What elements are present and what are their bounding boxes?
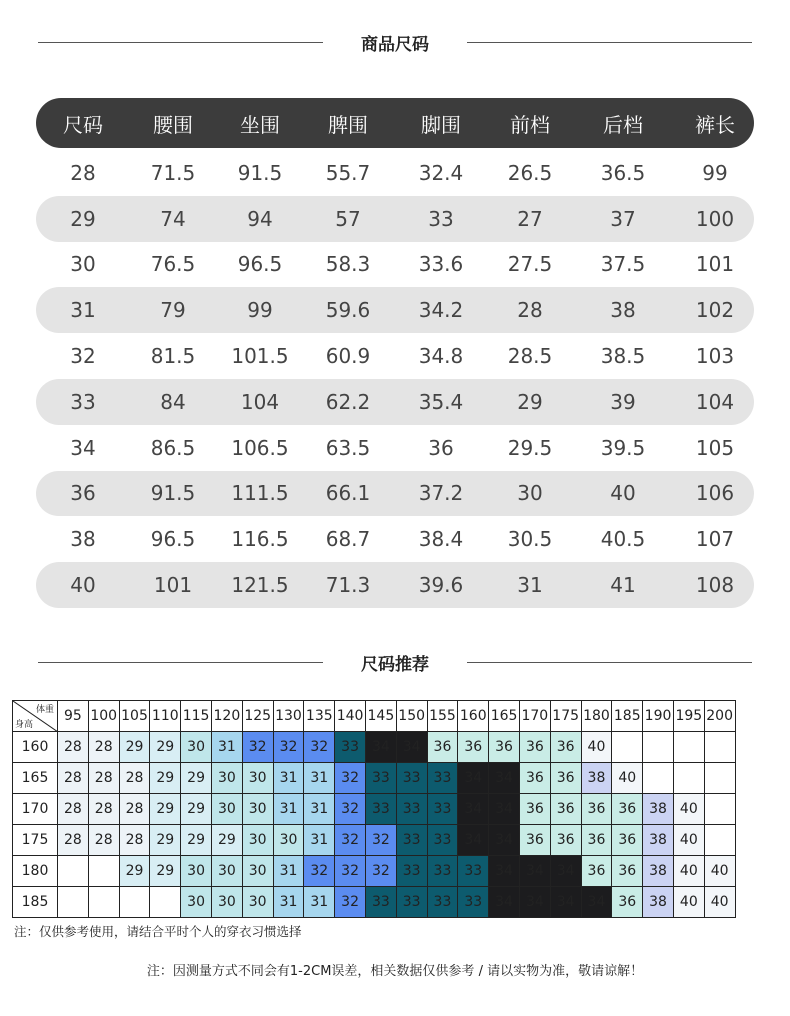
table-row <box>13 856 736 887</box>
size-cell: 99 <box>247 298 273 323</box>
weight-header-cell: 190 <box>643 701 674 732</box>
table-row <box>13 732 736 763</box>
size-cell: 106 <box>695 481 735 506</box>
weight-header-cell: 155 <box>427 701 458 732</box>
recommend-cell: 36 <box>427 732 458 763</box>
recommend-section-title <box>0 650 790 675</box>
weight-header-cell: 160 <box>458 701 489 732</box>
size-cell: 39 <box>610 389 636 414</box>
recommend-cell: 38 <box>643 856 674 887</box>
height-header-cell: 185 <box>13 887 58 918</box>
recommend-cell: 32 <box>365 856 396 887</box>
recommend-cell: 36 <box>612 825 643 856</box>
recommend-cell: 33 <box>458 856 489 887</box>
size-cell: 101.5 <box>231 344 289 369</box>
recommend-cell: 34 <box>519 887 550 918</box>
weight-header-cell: 135 <box>304 701 335 732</box>
size-cell: 91.5 <box>237 160 283 185</box>
size-cell: 32.4 <box>418 160 464 185</box>
recommend-cell <box>673 763 704 794</box>
recommend-cell: 36 <box>458 732 489 763</box>
size-cell: 33.6 <box>418 252 464 277</box>
recommend-cell: 40 <box>673 825 704 856</box>
size-cell: 62.2 <box>325 389 371 414</box>
recommend-cell: 29 <box>119 856 150 887</box>
recommend-cell: 36 <box>581 825 612 856</box>
title-divider-right <box>467 662 752 663</box>
recommend-cell <box>88 887 119 918</box>
recommend-cell <box>704 794 735 825</box>
recommend-cell: 38 <box>581 763 612 794</box>
recommend-cell: 34 <box>489 856 520 887</box>
recommend-cell: 30 <box>181 732 212 763</box>
weight-header-cell: 125 <box>242 701 273 732</box>
size-header-cell: 坐围 <box>240 112 280 137</box>
recommend-cell: 30 <box>242 887 273 918</box>
recommend-cell: 34 <box>550 887 581 918</box>
size-table-header <box>36 98 754 148</box>
weight-header-cell: 150 <box>396 701 427 732</box>
size-cell: 101 <box>153 573 193 598</box>
recommend-cell: 31 <box>211 732 242 763</box>
recommend-cell: 36 <box>489 732 520 763</box>
size-cell: 38.4 <box>418 527 464 552</box>
recommend-cell: 34 <box>550 856 581 887</box>
weight-header-cell: 175 <box>550 701 581 732</box>
recommend-cell: 33 <box>365 887 396 918</box>
size-recommend-table <box>12 700 736 918</box>
size-cell: 36.5 <box>600 160 646 185</box>
recommend-cell: 33 <box>427 763 458 794</box>
size-header-cell: 腰围 <box>153 112 193 137</box>
size-cell: 31 <box>517 573 543 598</box>
size-cell: 71.3 <box>325 573 371 598</box>
size-header-cell: 脚围 <box>421 112 461 137</box>
table-row <box>13 794 736 825</box>
size-table-body <box>36 150 754 608</box>
recommend-cell: 29 <box>119 732 150 763</box>
recommend-cell: 33 <box>396 856 427 887</box>
weight-header-cell: 100 <box>88 701 119 732</box>
recommend-cell: 33 <box>427 887 458 918</box>
recommend-cell: 36 <box>612 856 643 887</box>
size-cell: 40 <box>70 573 96 598</box>
size-cell: 40 <box>610 481 636 506</box>
recommend-cell: 29 <box>181 825 212 856</box>
recommend-cell: 30 <box>242 794 273 825</box>
size-section-title <box>0 30 790 55</box>
recommend-cell: 33 <box>335 732 366 763</box>
recommend-cell <box>88 856 119 887</box>
size-cell: 100 <box>695 206 735 231</box>
recommend-cell: 28 <box>58 794 89 825</box>
recommend-cell: 28 <box>58 763 89 794</box>
recommend-cell: 33 <box>365 794 396 825</box>
size-cell: 66.1 <box>325 481 371 506</box>
recommend-cell: 30 <box>211 887 242 918</box>
weight-header-cell: 105 <box>119 701 150 732</box>
table-row <box>13 887 736 918</box>
table-row <box>36 425 754 471</box>
recommend-cell <box>58 856 89 887</box>
size-cell: 68.7 <box>325 527 371 552</box>
size-cell: 37 <box>610 206 636 231</box>
recommend-cell: 34 <box>458 825 489 856</box>
size-header-cell: 尺码 <box>63 112 103 137</box>
recommend-cell <box>704 825 735 856</box>
size-cell: 96.5 <box>150 527 196 552</box>
height-header-cell: 160 <box>13 732 58 763</box>
recommend-cell: 30 <box>211 763 242 794</box>
recommend-cell: 36 <box>519 794 550 825</box>
height-header-cell: 170 <box>13 794 58 825</box>
title-divider-left <box>38 662 323 663</box>
size-cell: 94 <box>247 206 273 231</box>
measurement-note: 注：因测量方式不同会有1-2CM误差，相关数据仅供参考 / 请以实物为准，敬请谅解！ <box>146 964 644 979</box>
size-cell: 104 <box>240 389 280 414</box>
recommend-cell: 40 <box>581 732 612 763</box>
recommend-cell: 31 <box>273 856 304 887</box>
recommend-cell: 33 <box>365 763 396 794</box>
recommend-cell <box>673 732 704 763</box>
size-cell: 38 <box>610 298 636 323</box>
recommend-cell <box>58 887 89 918</box>
height-header-cell: 175 <box>13 825 58 856</box>
recommend-cell: 34 <box>458 763 489 794</box>
recommend-cell: 34 <box>581 887 612 918</box>
table-row <box>36 150 754 196</box>
size-cell: 63.5 <box>325 435 371 460</box>
recommend-cell: 28 <box>88 732 119 763</box>
recommend-cell: 36 <box>581 794 612 825</box>
recommend-cell: 29 <box>150 732 181 763</box>
weight-header-cell: 170 <box>519 701 550 732</box>
recommend-cell: 30 <box>211 856 242 887</box>
size-cell: 39.5 <box>600 435 646 460</box>
weight-header-cell: 180 <box>581 701 612 732</box>
recommend-cell: 29 <box>150 763 181 794</box>
recommend-cell: 30 <box>211 794 242 825</box>
height-header-cell: 180 <box>13 856 58 887</box>
recommend-cell: 29 <box>150 825 181 856</box>
size-cell: 34 <box>70 435 96 460</box>
recommend-cell: 34 <box>489 887 520 918</box>
recommend-cell: 34 <box>519 856 550 887</box>
recommend-cell: 29 <box>181 763 212 794</box>
height-header-cell: 165 <box>13 763 58 794</box>
recommend-cell: 36 <box>550 732 581 763</box>
recommend-cell: 34 <box>365 732 396 763</box>
recommend-cell: 40 <box>704 887 735 918</box>
recommend-cell: 31 <box>304 887 335 918</box>
recommend-cell: 36 <box>612 794 643 825</box>
size-cell: 29 <box>517 389 543 414</box>
recommend-cell: 28 <box>88 763 119 794</box>
table-row <box>36 379 754 425</box>
recommend-cell <box>119 887 150 918</box>
recommend-cell: 28 <box>58 732 89 763</box>
weight-header-cell: 95 <box>58 701 89 732</box>
recommend-cell: 31 <box>273 887 304 918</box>
size-cell: 38 <box>70 527 96 552</box>
size-cell: 40.5 <box>600 527 646 552</box>
recommend-cell: 36 <box>550 763 581 794</box>
size-cell: 84 <box>160 389 186 414</box>
size-cell: 28 <box>517 298 543 323</box>
size-cell: 74 <box>160 206 186 231</box>
recommend-cell: 38 <box>643 794 674 825</box>
recommend-cell: 32 <box>304 856 335 887</box>
size-cell: 101 <box>695 252 735 277</box>
recommend-cell: 28 <box>58 825 89 856</box>
table-row <box>36 196 754 242</box>
recommend-cell: 28 <box>119 825 150 856</box>
size-cell: 37.2 <box>418 481 464 506</box>
recommend-cell: 29 <box>150 794 181 825</box>
table-row <box>36 516 754 562</box>
size-header-cell: 后档 <box>603 112 643 137</box>
weight-header-cell: 185 <box>612 701 643 732</box>
table-row <box>36 242 754 288</box>
recommend-cell: 34 <box>489 825 520 856</box>
size-cell: 29.5 <box>507 435 553 460</box>
size-cell: 86.5 <box>150 435 196 460</box>
size-cell: 81.5 <box>150 344 196 369</box>
recommend-cell: 36 <box>612 887 643 918</box>
recommend-cell: 28 <box>119 794 150 825</box>
recommend-cell: 40 <box>673 887 704 918</box>
size-cell: 27 <box>517 206 543 231</box>
size-cell: 105 <box>695 435 735 460</box>
recommend-title-text: 尺码推荐 <box>361 655 429 675</box>
size-header-cell: 裤长 <box>695 112 735 137</box>
recommend-cell: 31 <box>273 794 304 825</box>
recommend-cell: 30 <box>273 825 304 856</box>
recommend-cell: 28 <box>88 794 119 825</box>
recommend-cell: 33 <box>396 887 427 918</box>
recommend-cell: 34 <box>458 794 489 825</box>
recommend-cell: 33 <box>427 825 458 856</box>
size-header-cell: 前档 <box>510 112 550 137</box>
recommend-cell: 32 <box>335 825 366 856</box>
size-cell: 96.5 <box>237 252 283 277</box>
recommend-cell: 36 <box>519 763 550 794</box>
weight-header-cell: 140 <box>335 701 366 732</box>
weight-header-cell: 130 <box>273 701 304 732</box>
table-row <box>36 287 754 333</box>
size-cell: 36 <box>70 481 96 506</box>
size-cell: 57 <box>335 206 361 231</box>
recommend-cell: 38 <box>643 825 674 856</box>
size-header-cell: 脾围 <box>328 112 368 137</box>
title-divider-left <box>38 42 323 43</box>
size-cell: 37.5 <box>600 252 646 277</box>
size-cell: 59.6 <box>325 298 371 323</box>
recommend-cell: 32 <box>335 763 366 794</box>
table-row <box>13 825 736 856</box>
size-cell: 103 <box>695 344 735 369</box>
size-cell: 58.3 <box>325 252 371 277</box>
recommend-cell <box>612 732 643 763</box>
recommend-cell: 28 <box>88 825 119 856</box>
recommend-cell: 29 <box>181 794 212 825</box>
table-row <box>36 333 754 379</box>
recommend-cell: 32 <box>335 794 366 825</box>
recommend-cell: 40 <box>612 763 643 794</box>
size-cell: 111.5 <box>231 481 289 506</box>
recommend-cell: 31 <box>273 763 304 794</box>
size-cell: 38.5 <box>600 344 646 369</box>
size-cell: 27.5 <box>507 252 553 277</box>
recommend-cell <box>150 887 181 918</box>
recommend-cell: 36 <box>519 732 550 763</box>
recommend-cell: 29 <box>150 856 181 887</box>
recommend-cell: 33 <box>396 794 427 825</box>
recommend-cell: 32 <box>273 732 304 763</box>
title-divider-right <box>467 42 752 43</box>
size-cell: 34.2 <box>418 298 464 323</box>
size-cell: 102 <box>695 298 735 323</box>
recommend-cell: 31 <box>304 794 335 825</box>
recommend-cell: 28 <box>119 763 150 794</box>
size-cell: 32 <box>70 344 96 369</box>
size-cell: 108 <box>695 573 735 598</box>
recommend-cell: 29 <box>211 825 242 856</box>
size-cell: 91.5 <box>150 481 196 506</box>
recommend-cell: 33 <box>396 825 427 856</box>
recommend-cell: 33 <box>427 794 458 825</box>
recommend-cell: 32 <box>242 732 273 763</box>
size-cell: 36 <box>428 435 454 460</box>
weight-header-row <box>13 701 736 732</box>
size-cell: 35.4 <box>418 389 464 414</box>
recommend-cell: 32 <box>335 856 366 887</box>
recommend-cell <box>704 763 735 794</box>
size-cell: 116.5 <box>231 527 289 552</box>
recommend-cell: 30 <box>242 825 273 856</box>
recommend-cell: 30 <box>242 856 273 887</box>
weight-header-cell: 195 <box>673 701 704 732</box>
recommend-cell: 36 <box>550 794 581 825</box>
recommend-cell: 34 <box>489 794 520 825</box>
recommend-cell <box>704 732 735 763</box>
recommend-cell: 33 <box>458 887 489 918</box>
size-cell: 30 <box>70 252 96 277</box>
recommend-cell: 30 <box>181 856 212 887</box>
recommend-cell: 31 <box>304 763 335 794</box>
table-row <box>13 763 736 794</box>
recommend-cell: 36 <box>581 856 612 887</box>
size-cell: 79 <box>160 298 186 323</box>
recommend-cell <box>643 732 674 763</box>
weight-header-cell: 110 <box>150 701 181 732</box>
corner-cell <box>13 701 58 732</box>
size-cell: 71.5 <box>150 160 196 185</box>
weight-header-cell: 145 <box>365 701 396 732</box>
size-cell: 41 <box>610 573 636 598</box>
table-row <box>36 562 754 608</box>
recommend-cell: 40 <box>673 856 704 887</box>
size-cell: 99 <box>702 160 728 185</box>
size-cell: 28 <box>70 160 96 185</box>
recommend-cell <box>643 763 674 794</box>
recommend-cell: 32 <box>365 825 396 856</box>
weight-header-cell: 200 <box>704 701 735 732</box>
size-cell: 104 <box>695 389 735 414</box>
recommend-cell: 40 <box>673 794 704 825</box>
recommend-cell: 30 <box>242 763 273 794</box>
weight-header-cell: 120 <box>211 701 242 732</box>
recommend-cell: 31 <box>304 825 335 856</box>
size-title-text: 商品尺码 <box>361 35 429 55</box>
size-cell: 33 <box>428 206 454 231</box>
size-cell: 39.6 <box>418 573 464 598</box>
recommend-cell: 36 <box>550 825 581 856</box>
recommend-cell: 34 <box>489 763 520 794</box>
size-cell: 29 <box>70 206 96 231</box>
size-cell: 55.7 <box>325 160 371 185</box>
recommend-cell: 36 <box>519 825 550 856</box>
recommend-cell: 38 <box>643 887 674 918</box>
table-row <box>36 471 754 517</box>
recommend-cell: 40 <box>704 856 735 887</box>
size-cell: 26.5 <box>507 160 553 185</box>
recommend-cell: 33 <box>427 856 458 887</box>
recommend-cell: 32 <box>304 732 335 763</box>
size-cell: 30.5 <box>507 527 553 552</box>
height-label: 身高 <box>15 720 34 730</box>
recommend-cell: 32 <box>335 887 366 918</box>
size-cell: 34.8 <box>418 344 464 369</box>
weight-header-cell: 165 <box>489 701 520 732</box>
size-cell: 107 <box>695 527 735 552</box>
size-cell: 106.5 <box>231 435 289 460</box>
size-cell: 33 <box>70 389 96 414</box>
size-cell: 60.9 <box>325 344 371 369</box>
recommend-cell: 30 <box>181 887 212 918</box>
size-cell: 31 <box>70 298 96 323</box>
size-cell: 76.5 <box>150 252 196 277</box>
size-cell: 30 <box>517 481 543 506</box>
weight-label: 体重 <box>35 705 54 715</box>
weight-header-cell: 115 <box>181 701 212 732</box>
size-cell: 28.5 <box>507 344 553 369</box>
recommend-note: 注：仅供参考使用，请结合平时个人的穿衣习惯选择 <box>14 924 302 939</box>
size-cell: 121.5 <box>231 573 289 598</box>
recommend-cell: 34 <box>396 732 427 763</box>
recommend-cell: 33 <box>396 763 427 794</box>
